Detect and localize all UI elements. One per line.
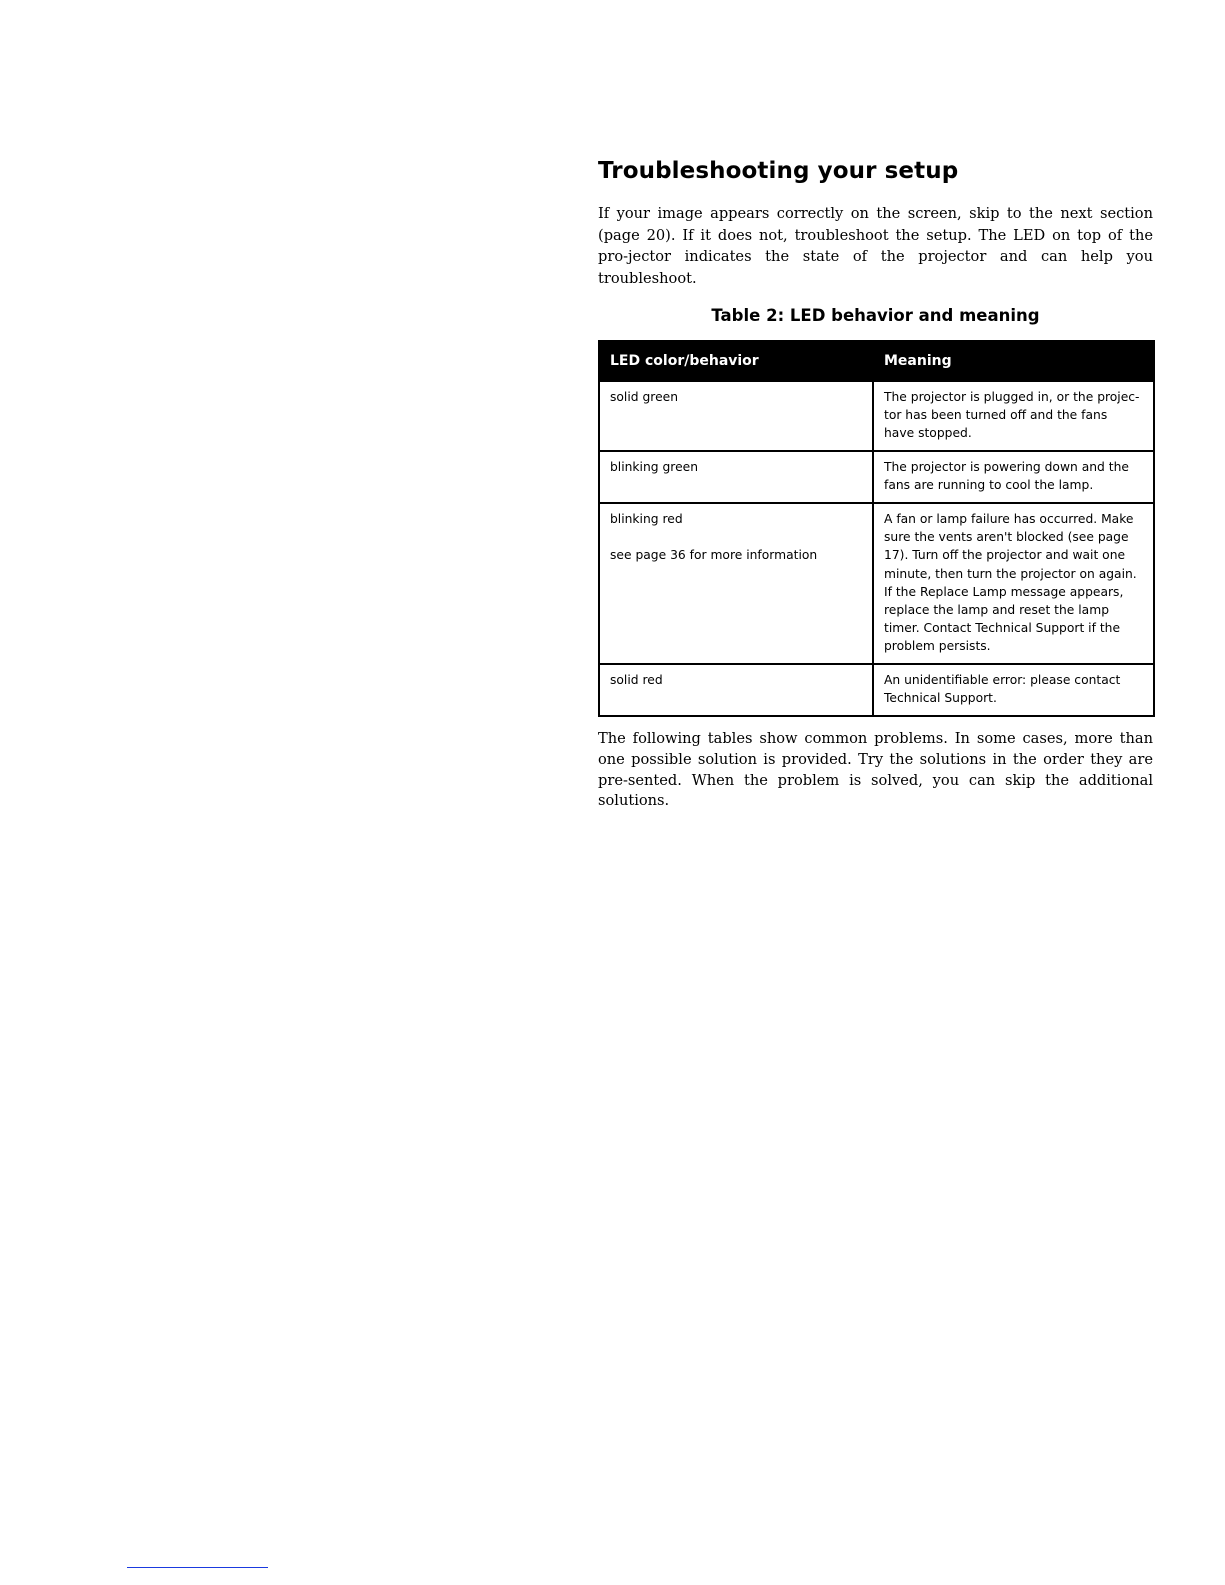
behavior-cell [599, 451, 873, 503]
table-row [599, 503, 1154, 664]
behavior-text: blinking green [610, 460, 698, 474]
meaning-cell: The projector is powering down and the fans are running to cool the lamp. [873, 451, 1154, 503]
meaning-cell: An unidentifiable error: please contact Technical Support. [873, 664, 1154, 716]
behavior-note: see page 36 for more information [610, 548, 818, 563]
behavior-cell [599, 381, 873, 451]
meaning-cell: The projector is plugged in, or the projec-tor has been turned off and the fans have stopped. [873, 381, 1154, 451]
table-caption: Table 2: LED behavior and meaning [711, 306, 1040, 325]
footnote-divider [127, 1567, 268, 1568]
table-header-row [599, 341, 1154, 381]
column-header-led-behavior: LED color/behavior [599, 341, 873, 381]
column-header-meaning: Meaning [873, 341, 1154, 381]
behavior-text: blinking red [610, 512, 683, 526]
table-row [599, 664, 1154, 716]
behavior-cell [599, 503, 873, 664]
table-row [599, 381, 1154, 451]
table-row [599, 451, 1154, 503]
led-behavior-table [598, 340, 1155, 717]
behavior-text: solid red [610, 673, 663, 687]
section-heading: Troubleshooting your setup [598, 158, 959, 184]
followup-paragraph: The following tables show common problems. In some cases, more than one possible solution is provided. Try the solutions in the order they are pre-sented. When the problem is solved, you can skip the additional solutions. [598, 730, 1153, 810]
behavior-text: solid green [610, 390, 678, 404]
behavior-cell [599, 664, 873, 716]
meaning-cell: A fan or lamp failure has occurred. Make sure the vents aren't blocked (see page 17). Turn off the projector and wait one minute, then turn the projector on again. If the Replace Lamp message appears, replace the lamp and reset the lamp timer. Contact Technical Support if the problem persists. [873, 503, 1154, 664]
intro-paragraph: If your image appears correctly on the screen, skip to the next section (page 20). If it does not, troubleshoot the setup. The LED on top of the pro-jector indicates the state of the projector and can help you troubleshoot. [598, 205, 1153, 287]
